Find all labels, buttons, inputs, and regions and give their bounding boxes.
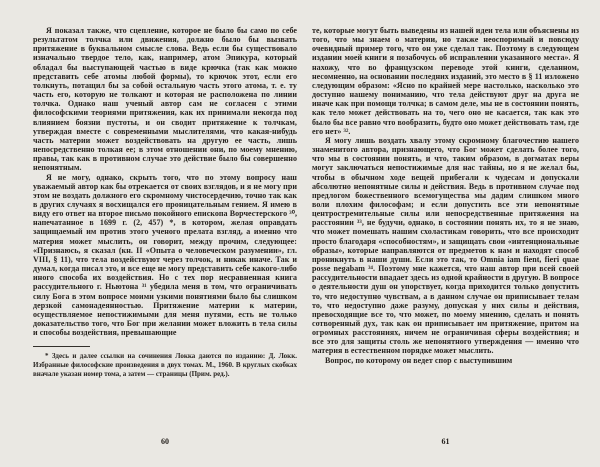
paragraph: Я могу лишь воздать хвалу этому скромному благочестию нашего знаменитого автора, признающего, что Бог может сделать более того, что мы в состоянии понять, и что, таким образом, в догматах веры могут заключаться непостижимые для нас тайны, но я не желал бы, чтобы в обычном ходе вещей прибегали к чудесам и допускали абсолютно непонятные силы и действия. Ведь в противном случае под предлогом божественного всемогущества мы дадим слишком много воли плохим философам; и если допустить все эти непонятные центростремительные силы или непосредственные притяжения на расстоянии ³³, не будучи, однако, в состоянии понять их, то я не знаю, что может помешать нашим схоластикам говорить, что все происходит просто благодаря «способностям», и защищать свои «интенциональные образы», которые направляются от предметов к нам и находят способ проникнуть в наши души. Если это так, то Omnia iam fient, fieri quae posse negabam ³⁴. Поэтому мне кажется, что наш автор при всей своей рассудительности впадает здесь из одной крайности в другую. В вопросе о деятельности душ он упорствует, когда приходится только допустить то, что недоступно чувствам, а в данном случае он приписывает телам то, что недоступно даже разуму, допуская у них силы и действия, превосходящие все то, что может, по моему мнению, сделать и понять сотворенный дух, так как он приписывает им притяжение, притом на огромных расстояниях, ничем не ограничивая сферы воздействия; и все это для защиты столь же непонятного утверждения — именно что материя в естественном порядке может мыслить. bbox=[312, 135, 579, 356]
footnote: * Здесь и далее ссылки на сочинения Локка даются по изданию: Д. Локк. Избранные философские произведения в двух томах. М., 1960. В круглых скобках вначале указан номер тома, а затем — страницы (Прим. ред.). bbox=[33, 352, 297, 378]
right-page bbox=[312, 26, 579, 365]
page-number-left: 60 bbox=[161, 437, 169, 446]
paragraph: Вопрос, по которому он ведет спор с выступившим bbox=[325, 355, 513, 365]
page-number-right: 61 bbox=[441, 437, 450, 446]
paragraph: те, которые могут быть выведены из нашей идеи тела или объяснены из того, что мы знаем о материи, но также неоспоримый и повсюду очевидный пример того, что он уже сделал так. Поэтому в следующем издании моей книги я позабочусь об исправлении указанного места». Я нахожу, что во французском переводе этой книги, сделанном, несомненно, на основании последних изданий, это место в § 11 изложено следующим образом: «Ясно по крайней мере настолько, насколько это доступно нашему пониманию, что тела действуют друг на друга не иначе как при помощи толчка; в самом деле, мы не в состоянии понять, как тело может действовать на то, чего оно не касается, так как это было бы все равно что вообразить, будто оно может действовать там, где его нет» ³². bbox=[312, 26, 579, 136]
paragraph: Я не могу, однако, скрыть того, что по этому вопросу наш уважаемый автор как бы отрекается от своих взглядов, и я не могу при этом не воздать должного его скромному чистосердечию, точно так как в других случаях я восхищался его проницательным гением. Я имею в виду его ответ на второе письмо покойного епископа Ворчестерского ³⁰, напечатанное в 1699 г. (2, 457) *, в котором, желая оправдать защищаемый им против этого ученого прелата взгляд, а именно что материя может мыслить, он говорит, между прочим, следующее: «Признаюсь, я сказал (кн. II «Опыта о человеческом разумении», гл. VIII, § 11), что тела воздействуют через толчок, и никак иначе. Так и думал, когда писал это, и все еще не могу представить себе какого-либо иного способа их воздействия. Но с тех пор несравненная книга рассудительного г. Ньютона ³¹ убедила меня в том, что ограничивать силу Бога в этом вопросе моими узкими понятиями было бы слишком дерзкой самонадеянностью. Притяжение материи к материи, осуществляемое непостижимыми для меня путями, есть не только доказательство того, что Бог при желании может вложить в тела силы и способы воздействия, превышающие bbox=[33, 172, 297, 338]
footnote-separator bbox=[33, 346, 90, 347]
left-page bbox=[33, 26, 297, 379]
paragraph: Я показал также, что сцепление, которое не было бы само по себе результатом толчка или движения, должно было бы вызвать притяжение в буквальном смысле слова. Ведь если бы существовало изначально твердое тело, как, например, атом Эпикура, который обладал бы выступающей частью в виде крючка (так как можно представить себе атомы любой формы), то крючок этот, если его толкнуть, потащил бы за собой остальную часть этого атома, т. е. ту часть его, которую не толкают и которая не расположена по линии толчка. Однако наш ученый автор сам не согласен с этими философскими теориями притяжения, как их принимали некогда под влиянием боязни пустоты, и он сводит притяжение к толчкам, утверждая вместе с современными мыслителями, что какая-нибудь часть материи может воздействовать на другую ее часть, лишь непосредственно толкая ее; в этом отношении они, по моему мнению, правы, так как в противном случае это действие было бы совершенно непонятным. bbox=[33, 26, 297, 173]
